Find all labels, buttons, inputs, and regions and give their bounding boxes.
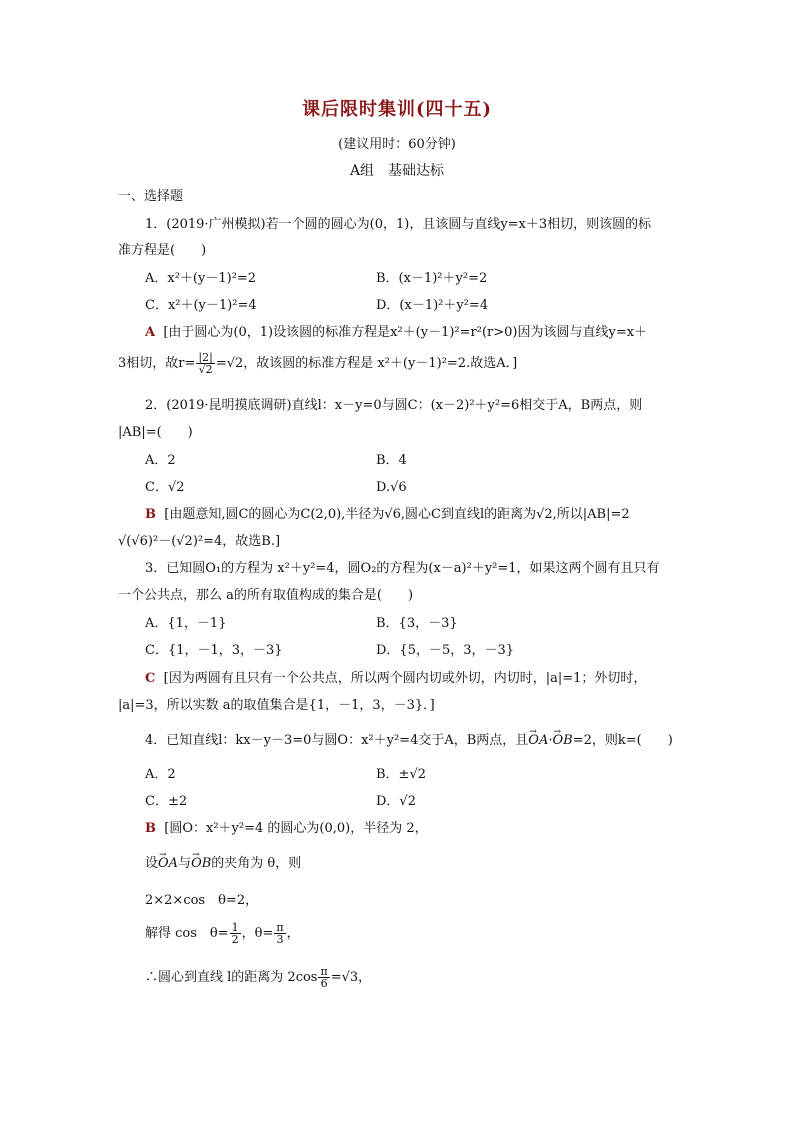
vector-ob: → OB (552, 732, 572, 750)
q4-option-b: B．±√2 (376, 767, 427, 782)
q3-solution-line2: |a|=3，所以实数 a的取值集合是{1，－1，3，－3}．] (118, 698, 435, 713)
q4-option-c: C．±2 (145, 794, 188, 809)
group-label: A组 基础达标 (349, 163, 445, 179)
q1-option-c: C．x²＋(y－1)²=4 (145, 298, 257, 313)
q4-solution-line2: 设→ OA与→ OB的夹角为 θ，则 (145, 855, 301, 873)
vector-ob-2: → OB (191, 855, 211, 873)
q4-line1: 4．已知直线l：kx－y－3=0与圆O：x²＋y²=4交于A，B两点，且→ OA·→ OB=2，则k=( ) (145, 732, 673, 750)
q2-line2: |AB|=( ) (118, 425, 193, 440)
q4-solution-line5: ∴圆心到直线 l的距离为 2cos $\frac{\pi}{6}$ =√3， (145, 965, 372, 990)
q3-option-a: A．{1，－1} (145, 616, 227, 631)
q2-solution-line2: √(√6)²－(√2)²=4，故选B.] (118, 534, 281, 549)
q4-option-d: D．√2 (376, 794, 416, 809)
q3-solution-line1: C [因为两圆有且只有一个公共点，所以两个圆内切或外切，内切时，|a|=1；外切时， (145, 671, 647, 686)
q1-line1: 1．(2019·广州模拟)若一个圆的圆心为(0，1)，且该圆与直线y=x＋3相切，则该圆的标 (145, 217, 652, 232)
vector-oa: → OA (528, 732, 548, 750)
page-title: 课后限时集训(四十五) (301, 99, 493, 120)
q1-answer: A (145, 325, 156, 340)
q3-line1: 3．已知圆O₁的方程为 x²＋y²=4，圆O₂的方程为(x－a)²＋y²=1，如果这两个圆有且只有 (145, 561, 660, 576)
q2-line1: 2．(2019·昆明摸底调研)直线l：x－y=0与圆C：(x－2)²＋y²=6相交于A，B两点，则 (145, 398, 643, 413)
q4-solution-line4: 解得 cos θ= $\frac{1}{2}$ ，θ= $\frac{\pi}{3}$ ， (145, 921, 300, 946)
q2-option-d: D.√6 (376, 480, 407, 495)
vector-oa-2: → OA (158, 855, 178, 873)
q3-option-d: D．{5，－5，3，－3} (376, 643, 515, 658)
q3-line2: 一个公共点，那么 a的所有取值构成的集合是( ) (118, 588, 414, 603)
q4-solution-line1: B [圆O：x²＋y²=4 的圆心为(0,0)，半径为 2， (145, 821, 428, 836)
section-heading: 一、选择题 (118, 189, 184, 204)
fraction-half: $\frac{1}{2}$ (231, 921, 239, 946)
q2-option-b: B．4 (376, 453, 407, 468)
q1-option-b: B．(x－1)²＋y²=2 (376, 271, 488, 286)
q1-fraction: $\frac{|2|}{√2}$ (198, 351, 213, 376)
q3-option-b: B．{3，－3} (376, 616, 458, 631)
q2-answer: B (145, 507, 156, 522)
q4-answer: B (145, 821, 156, 836)
q1-line2: 准方程是( ) (118, 243, 207, 258)
q1-option-d: D．(x－1)²＋y²=4 (376, 298, 489, 313)
q3-option-c: C．{1，－1，3，－3} (145, 643, 283, 658)
time-note: (建议用时：60分钟) (338, 137, 456, 152)
fraction-pi-sixth: $\frac{\pi}{6}$ (320, 965, 328, 990)
q2-solution-line1: B [由题意知,圆C的圆心为C(2,0),半径为√6,圆心C到直线l的距离为√2,所以|AB|=2 (145, 507, 630, 522)
q3-answer: C (145, 671, 156, 686)
q1-solution-line2: 3相切，故r= $\frac{|2|}{√2}$ =√2，故该圆的标准方程是 x²＋(y－1)²=2.故选A．] (118, 351, 518, 376)
q4-solution-line3: 2×2×cos θ=2， (145, 893, 259, 908)
q4-option-a: A．2 (145, 767, 176, 782)
fraction-pi-third: $\frac{\pi}{3}$ (276, 921, 284, 946)
q1-option-a: A．x²＋(y－1)²=2 (145, 271, 257, 286)
q2-option-c: C．√2 (145, 480, 185, 495)
q2-option-a: A．2 (145, 453, 176, 468)
q1-solution-line1: A [由于圆心为(0，1)设该圆的标准方程是x²＋(y－1)²=r²(r>0)因为该圆与直线y=x＋ (145, 325, 648, 340)
